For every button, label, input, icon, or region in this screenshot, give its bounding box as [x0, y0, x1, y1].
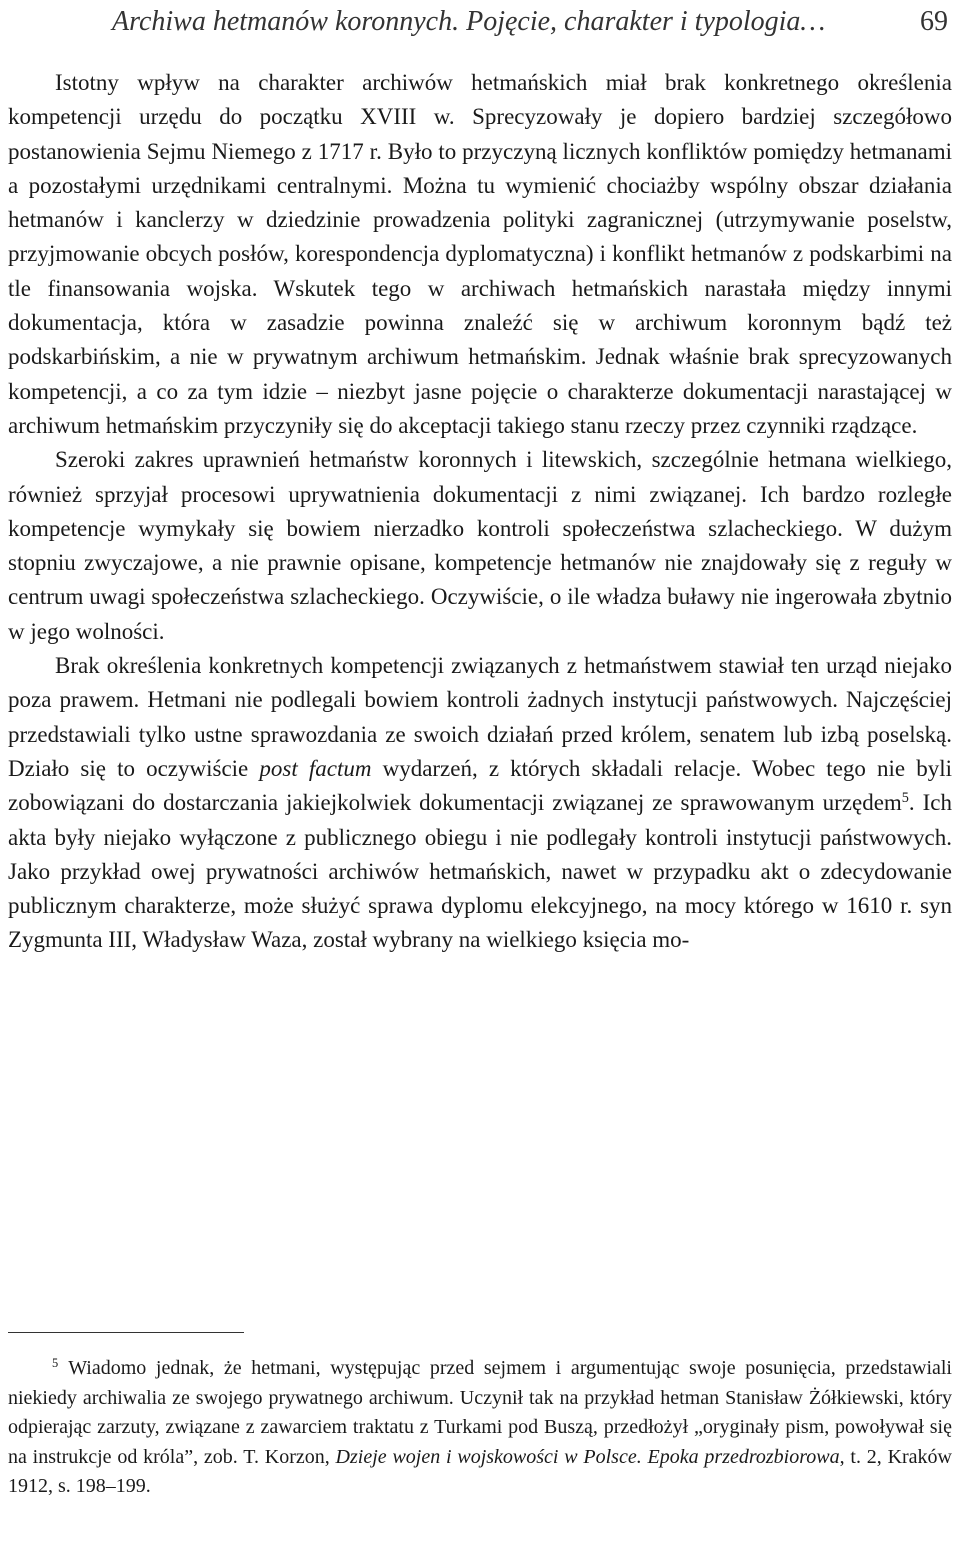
running-title: Archiwa hetmanów koronnych. Pojęcie, charakter i typologia… — [112, 6, 826, 37]
footnote-5 — [8, 1354, 952, 1502]
footnote-separator — [8, 1332, 244, 1333]
latin-phrase: post factum — [259, 755, 372, 781]
footnote-text-b: , t. 2, Kraków 1912, s. 198–199. — [8, 1445, 952, 1498]
paragraph-3-text-c: . Ich akta były niejako wyłączone z publicznego obiegu i nie podlegały kontroli instytucji państwowych. Jako przykład owej prywatności archiwów hetmańskich, nawet w przypadku akt o zdecydowanie publicznym charakterze, może służyć sprawa dyplomu elekcyjnego, na mocy którego w 1610 r. syn Zygmunta III, Władysław Waza, został wybrany na wielkiego księcia mo- — [8, 790, 952, 953]
footnote-reference[interactable]: 5 — [901, 790, 909, 807]
page-number: 69 — [920, 6, 948, 37]
running-header — [8, 0, 952, 46]
footnote-text-a: Wiadomo jednak, że hetmani, występując przed sejmem i argumentując swoje posunięcia, przedstawiali niekiedy archiwalia ze swojego prywatnego archiwum. Uczynił tak na przykład hetman Stanisław Żółkiewski, który odpierając zarzuty, związane z zawarciem traktatu z Turkami pod Buszą, przedłożył „oryginały pism, powoływał się na instrukcje od króla”, zob. T. Korzon, — [8, 1357, 952, 1468]
footnotes-section — [8, 1354, 952, 1502]
body-text — [8, 66, 952, 958]
footnote-number: 5 — [52, 1356, 59, 1371]
footnote-book-title: Dzieje wojen i wojskowości w Polsce. Epoka przedrozbiorowa — [335, 1445, 840, 1468]
paragraph-3 — [8, 649, 952, 958]
paragraph-1: Istotny wpływ na charakter archiwów hetmańskich miał brak konkretnego określenia kompetencji urzędu do początku XVIII w. Sprecyzowały je dopiero bardziej szczegółowo postanowienia Sejmu Niemego z 1717 r. Było to przyczyną licznych konfliktów pomiędzy hetmanami a pozostałymi urzędnikami centralnymi. Można tu wymienić chociażby wspólny obszar działania hetmanów i kanclerzy w dziedzinie prowadzenia polityki zagranicznej (utrzymywanie poselstw, przyjmowanie obcych posłów, korespondencja dyplomatyczna) i konflikt hetmanów z podskarbimi na tle finansowania wojska. Wskutek tego w archiwach hetmańskich narastała między innymi dokumentacja, która w zasadzie powinna znaleźć się w archiwum koronnym bądź też podskarbińskim, a nie w prywatnym archiwum hetmańskim. Jednak właśnie brak sprecyzowanych kompetencji, a co za tym idzie – niezbyt jasne pojęcie o charakterze dokumentacji narastającej w archiwum hetmańskim przyczyniły się do akceptacji takiego stanu rzeczy przez czynniki rządzące. — [8, 70, 952, 438]
paragraph-3-text-b: wydarzeń, z których składali relacje. Wobec tego nie byli zobowiązani do dostarczania jakiejkolwiek dokumentacji związanej ze sprawowanym urzędem — [8, 755, 953, 816]
paragraph-2: Szeroki zakres uprawnień hetmaństw koronnych i litewskich, szczególnie hetmana wielkiego, również sprzyjał procesowi uprywatnienia dokumentacji z nimi związanej. Ich bardzo rozległe kompetencje wymykały się bowiem nierzadko kontroli społeczeństwa szlacheckiego. W dużym stopniu zwyczajowe, a nie prawnie opisane, kompetencje hetmanów nie znajdowały się z reguły w centrum uwagi społeczeństwa szlacheckiego. Oczywiście, o ile władza buławy nie ingerowała zbytnio w jego wolności. — [8, 447, 952, 644]
paragraph-3-text-a: Brak określenia konkretnych kompetencji związanych z hetmaństwem stawiał ten urząd niejako poza prawem. Hetmani nie podlegali bowiem kontroli żadnych instytucji państwowych. Najczęściej przedstawiali tylko ustne sprawozdania ze swoich działań przed królem, senatem lub izbą poselską. Działo się to oczywiście — [8, 653, 952, 781]
